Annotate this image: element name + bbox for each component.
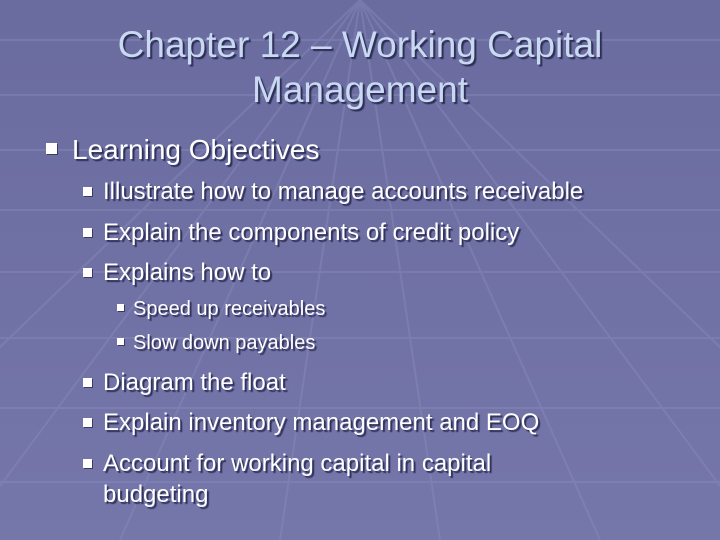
bullet-item: Account for working capital in capital budgeting — [103, 450, 492, 508]
square-bullet-icon — [117, 338, 124, 345]
square-bullet-icon — [83, 268, 92, 277]
square-bullet-icon — [46, 143, 57, 154]
title-line-1: Chapter 12 – Working Capital — [117, 24, 603, 65]
bullet-item: Diagram the float — [103, 369, 286, 396]
sub-bullet-item: Slow down payables — [133, 332, 316, 354]
bullet-item: Illustrate how to manage accounts receivable — [103, 178, 584, 205]
square-bullet-icon — [117, 304, 124, 311]
square-bullet-icon — [83, 378, 92, 387]
bullet-item: Explain inventory management and EOQ — [103, 409, 540, 436]
bullet-item: Explain the components of credit policy — [103, 219, 520, 246]
bullet-learning-objectives: Learning Objectives — [72, 134, 320, 165]
title-line-2: Management — [252, 69, 468, 110]
square-bullet-icon — [83, 459, 92, 468]
square-bullet-icon — [83, 187, 92, 196]
bullet-item: Explains how to — [103, 259, 272, 286]
square-bullet-icon — [83, 418, 92, 427]
sub-bullet-item: Speed up receivables — [133, 298, 326, 320]
square-bullet-icon — [83, 228, 92, 237]
